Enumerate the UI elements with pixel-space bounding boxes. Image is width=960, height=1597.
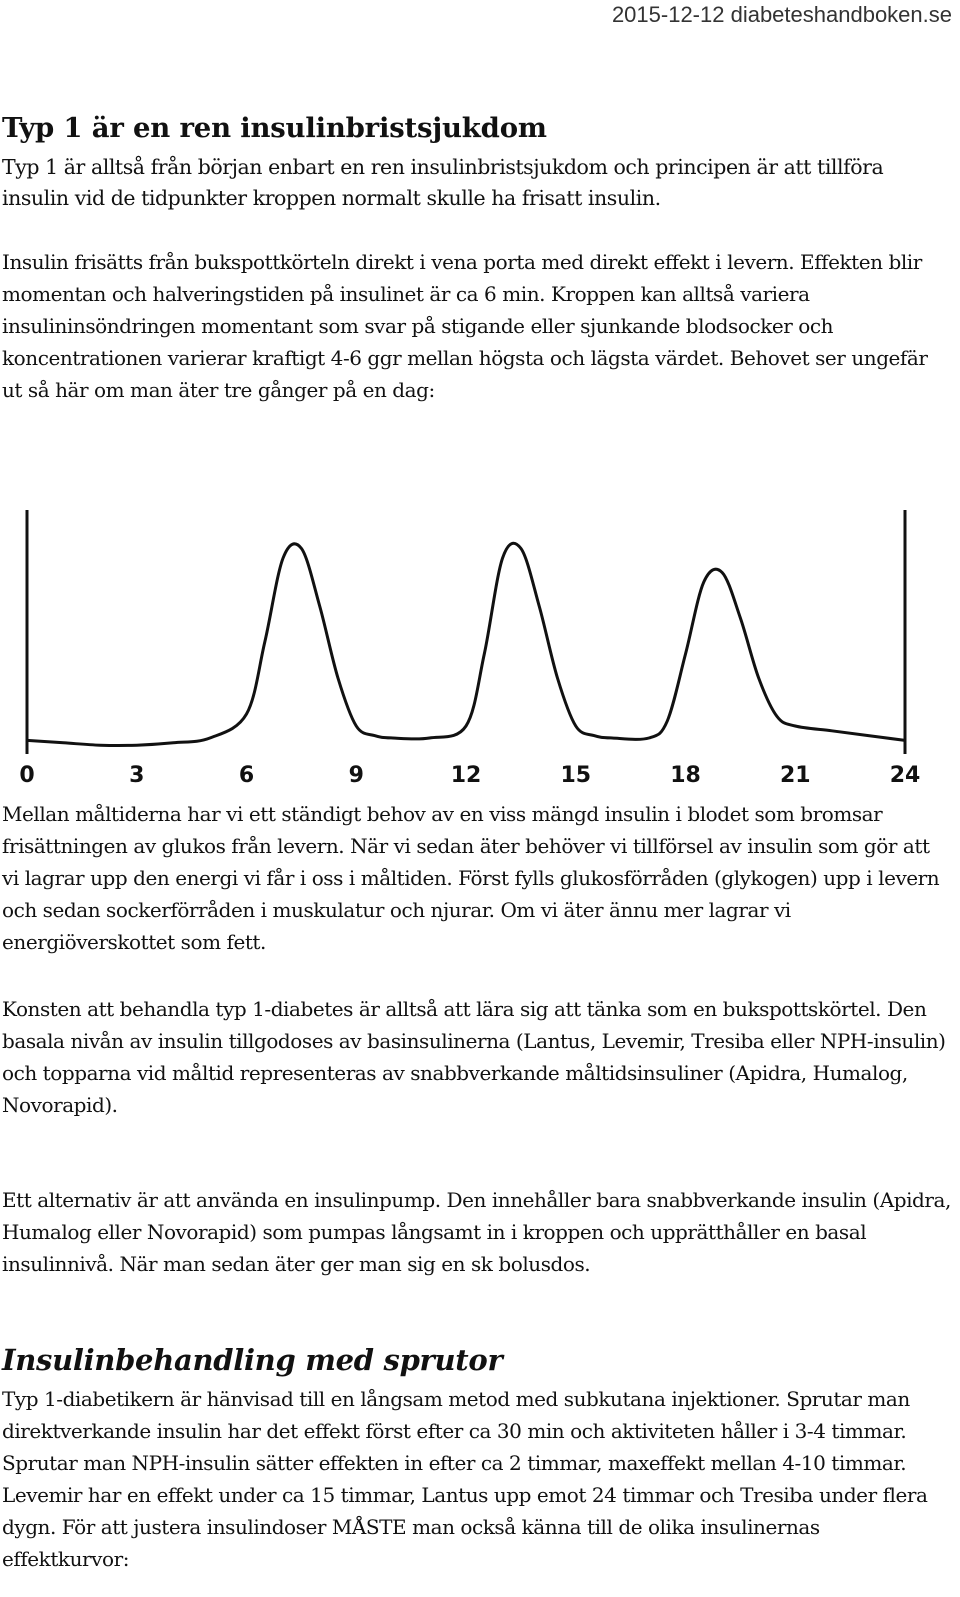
x-tick-label-21: 21	[779, 763, 811, 788]
paragraph-insulin-release	[2, 246, 952, 406]
insulin-need-chart-svg	[2, 490, 960, 800]
paragraph-injection-methods: Typ 1-diabetikern är hänvisad till en långsam metod med subkutana injektioner. Sprutar man direktverkande insulin har det effekt först efter ca 30 min och aktiviteten håller i 3-4 timmar. Sprutar man NPH-insulin sätter effekten in efter ca 2 timmar, maxeffekt mellan 4-10 timmar. Levemir har en effekt under ca 15 timmar, Lantus upp emot 24 timmar och Tresiba under flera dygn. För att justera insulindoser MÅSTE man också känna till de olika insulinernas effektkurvor:	[2, 1387, 928, 1571]
section-heading-injection-treatment: Insulinbehandling med sprutor	[2, 1343, 503, 1377]
paragraph-insulin-pump: Ett alternativ är att använda en insulinpump. Den innehåller bara snabbverkande insulin (Apidra, Humalog eller Novorapid) som pumpas långsamt in i kroppen och upprätthåller en basal insulinnivå. När man sedan äter ger man sig en sk bolusdos.	[2, 1188, 951, 1276]
section-heading-insulin-deficiency: Typ 1 är en ren insulinbristsjukdom	[2, 112, 547, 144]
paragraph-insulin-release-part-a: Insulin frisätts från bukspottkörteln direkt i vena porta med direkt effekt i levern. Effekten blir momentan och halveringstiden på insulinet är ca 6 min.	[2, 250, 922, 306]
x-tick-label-9: 9	[348, 763, 364, 788]
x-tick-label-24: 24	[889, 763, 921, 788]
intro-paragraph: Typ 1 är alltså från början enbart en ren insulinbristsjukdom och principen är att tillföra insulin vid de tidpunkter kroppen normalt skulle ha frisatt insulin.	[2, 155, 884, 210]
x-tick-label-3: 3	[129, 763, 145, 788]
paragraph-think-like-pancreas: Konsten att behandla typ 1-diabetes är alltså att lära sig att tänka som en bukspottskörtel. Den basala nivån av insulin tillgodoses av basinsulinerna (Lantus, Levemir, Tresiba eller NPH-insulin) och topparna vid måltid representeras av snabbverkande måltidsinsuliner (Apidra, Humalog, Novorapid).	[2, 997, 946, 1117]
x-tick-label-15: 15	[560, 763, 592, 788]
paragraph-basal-need: Mellan måltiderna har vi ett ständigt behov av en viss mängd insulin i blodet som bromsar frisättningen av glukos från levern. När vi sedan äter behöver vi tillförsel av insulin som gör att vi lagrar upp den energi vi får i oss i måltiden. Först fylls glukosförråden (glykogen) upp i levern och sedan sockerförråden i muskulatur och njurar. Om vi äter ännu mer lagrar vi energiöverskottet som fett.	[2, 802, 940, 954]
paragraph-insulin-release-part-b: Kroppen kan alltså variera insulininsöndringen momentant som svar på stigande eller sjunkande blodsocker och koncentrationen varierar kraftigt 4-6 ggr mellan högsta och lägsta värdet. Behovet ser ungefär ut så här om man äter tre gånger på en dag:	[2, 282, 928, 402]
x-tick-label-0: 0	[19, 763, 35, 788]
x-tick-label-12: 12	[450, 763, 482, 788]
insulin-series-line-0	[27, 543, 905, 745]
insulin-need-chart	[2, 490, 960, 800]
page-header-date-site: 2015-12-12 diabeteshandboken.se	[611, 2, 952, 27]
x-tick-label-6: 6	[238, 763, 255, 788]
x-tick-label-18: 18	[670, 763, 701, 788]
